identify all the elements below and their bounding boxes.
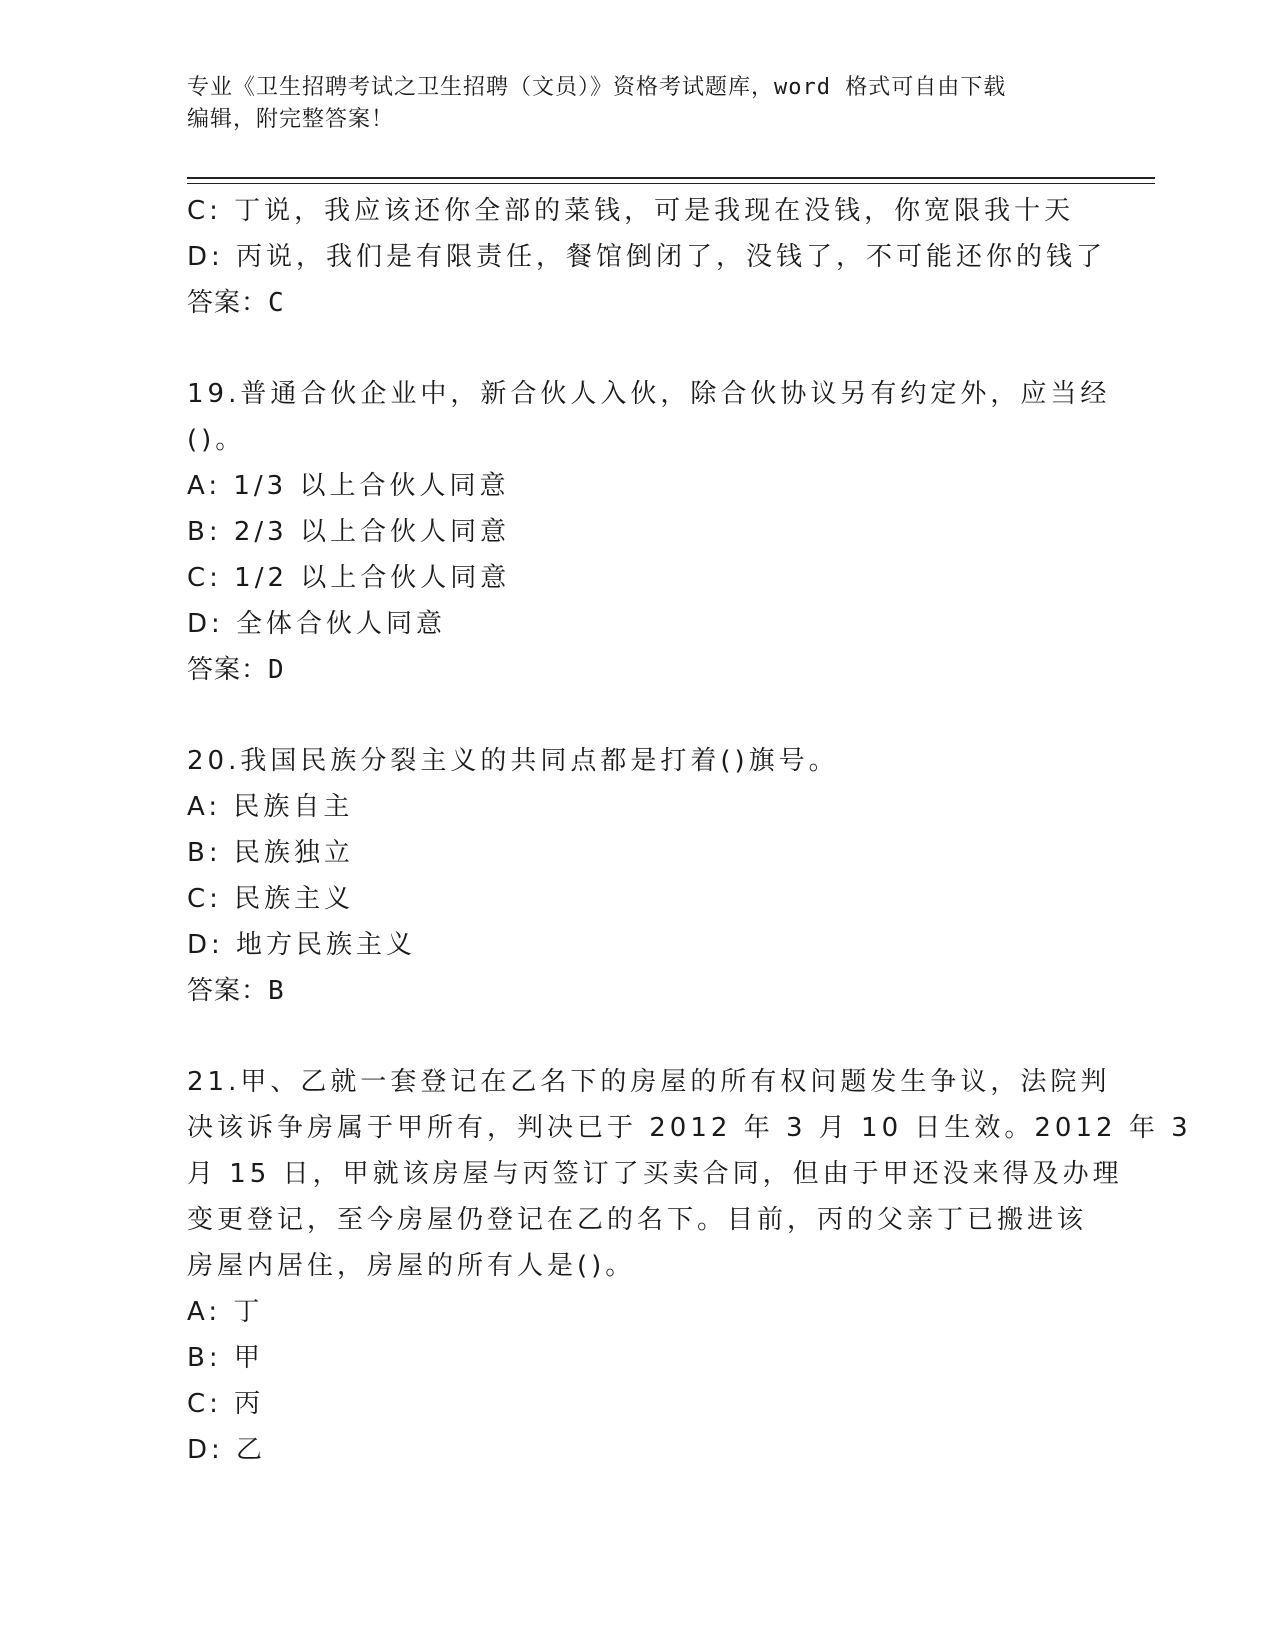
option-b: B: 2/3 以上合伙人同意 — [187, 517, 510, 547]
option-c: C: 丙 — [187, 1389, 265, 1419]
option-c: C: 1/2 以上合伙人同意 — [187, 563, 511, 593]
question-block-18-tail — [187, 188, 1107, 326]
option-a: A: 1/3 以上合伙人同意 — [187, 471, 510, 501]
document-body — [187, 188, 1192, 1473]
question-text-line: 月 15 日，甲就该房屋与丙签订了买卖合同，但由于甲还没来得及办理 — [187, 1159, 1123, 1189]
header-divider — [187, 177, 1155, 179]
answer-value: D — [268, 655, 285, 685]
answer-value: C — [268, 288, 285, 318]
question-block-20 — [187, 738, 1087, 1014]
header-line-1: 专业《卫生招聘考试之卫生招聘（文员）》资格考试题库，word 格式可自由下载 — [187, 75, 1007, 100]
answer-label: 答案： — [187, 655, 269, 685]
question-text-line: 21.甲、乙就一套登记在乙名下的房屋的所有权问题发生争议，法院判 — [187, 1067, 1111, 1097]
option-d: D: 乙 — [187, 1435, 267, 1465]
question-text-line: ()。 — [187, 425, 246, 455]
answer-line — [187, 647, 1087, 693]
option-b: B: 甲 — [187, 1343, 264, 1373]
answer-label: 答案： — [187, 288, 269, 318]
answer-value: B — [268, 976, 285, 1006]
header-divider-thin — [187, 183, 1155, 184]
question-block-21 — [187, 1059, 1192, 1473]
header-line-2: 编辑，附完整答案！ — [187, 107, 395, 132]
option-a: A: 丁 — [187, 1297, 264, 1327]
answer-label: 答案： — [187, 976, 269, 1006]
option-d: D: 丙说，我们是有限责任，餐馆倒闭了，没钱了，不可能还你的钱了 — [187, 242, 1107, 272]
question-block-19 — [187, 371, 1111, 693]
question-text-line: 决该诉争房属于甲所有，判决已于 2012 年 3 月 10 日生效。2012 年 3 — [187, 1113, 1192, 1143]
option-d: D: 全体合伙人同意 — [187, 609, 447, 639]
document-header — [187, 72, 1087, 136]
option-d: D: 地方民族主义 — [187, 930, 417, 960]
question-text-line: 20.我国民族分裂主义的共同点都是打着()旗号。 — [187, 746, 839, 776]
question-text-line: 19.普通合伙企业中，新合伙人入伙，除合伙协议另有约定外，应当经 — [187, 379, 1111, 409]
option-c: C: 民族主义 — [187, 884, 355, 914]
option-c: C: 丁说，我应该还你全部的菜钱，可是我现在没钱，你宽限我十天 — [187, 196, 1075, 226]
option-b: B: 民族独立 — [187, 838, 354, 868]
answer-line — [187, 968, 1087, 1014]
question-text-line: 变更登记，至今房屋仍登记在乙的名下。目前，丙的父亲丁已搬进该 — [187, 1205, 1088, 1235]
answer-line — [187, 280, 1087, 326]
question-text-line: 房屋内居住，房屋的所有人是()。 — [187, 1251, 636, 1281]
option-a: A: 民族自主 — [187, 792, 354, 822]
